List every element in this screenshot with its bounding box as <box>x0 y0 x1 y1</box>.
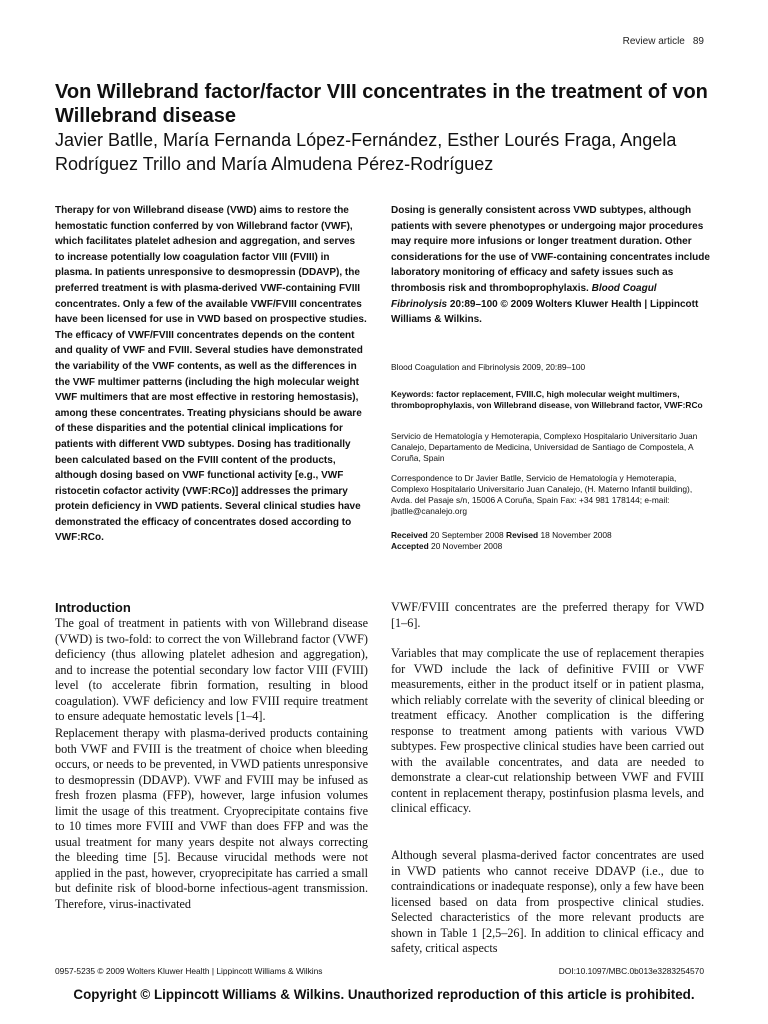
keywords: Keywords: factor replacement, FVIII.C, high molecular weight multimers, thromboprophylaxis, von Willebrand disease, von Willebrand factor, VWF:RCo <box>391 389 703 410</box>
article-title: Von Willebrand factor/factor VIII concentrates in the treatment of von Willebrand disease <box>55 81 708 127</box>
introduction-heading: Introduction <box>55 600 131 615</box>
affiliation: Servicio de Hematología y Hemoterapia, Complexo Hospitalario Universitario Juan Canalejo, Departamento de Medicina, Universidad de Santiago de Compostela, A Coruña, Spain <box>391 431 698 463</box>
journal-volume: 2009, 20:89–100 <box>522 362 586 372</box>
journal-reference <box>391 362 711 373</box>
copyright-notice: Copyright © Lippincott Williams & Wilkins. Unauthorized reproduction of this article is prohibited. <box>73 987 695 1002</box>
accepted-date: 20 November 2008 <box>431 541 503 551</box>
intro-paragraph-1: The goal of treatment in patients with von Willebrand disease (VWD) is two-fold: to correct the von Willebrand factor (VWF) deficiency (thus allowing platelet adhesion and aggregation), and to increase the potential secondary low factor VIII (FVIII) level (to accelerate fibrin formation, resulting in blood coagulation). VWF deficiency and low FVIII require treatment to ensure adequate hemostatic levels [1–4]. <box>55 616 368 723</box>
received-label: Received <box>391 530 428 540</box>
section-label: Review article <box>622 36 685 47</box>
footer-doi: DOI:10.1097/MBC.0b013e3283254570 <box>558 966 704 976</box>
abstract-copyright: © 2009 Wolters Kluwer Health | Lippincott Williams & Wilkins. <box>391 298 699 326</box>
running-head <box>623 36 704 47</box>
author-list: Javier Batlle, María Fernanda López-Fernández, Esther Lourés Fraga, Angela Rodríguez Trillo and María Almudena Pérez-Rodríguez <box>55 130 677 174</box>
page-number: 89 <box>692 36 704 47</box>
revised-date: 18 November 2008 <box>540 530 612 540</box>
received-date: 20 September 2008 <box>430 530 504 540</box>
abstract-right-column <box>391 203 711 328</box>
accepted-label: Accepted <box>391 541 429 551</box>
intro-paragraph-3: VWF/FVIII concentrates are the preferred therapy for VWD [1–6]. <box>391 600 704 630</box>
journal-name: Blood Coagulation and Fibrinolysis <box>391 362 520 372</box>
abstract-left-column: Therapy for von Willebrand disease (VWD) aims to restore the hemostatic function conferred by von Willebrand factor (VWF), which facilitates platelet adhesion and aggregation, and serves to increase potentially low coagulation factor VIII (FVIII) in plasma. In patients unresponsive to desmopressin (DDAVP), the preferred treatment is with plasma-derived VWF-containing FVIII concentrates. Only a few of the available VWF/FVIII concentrates have been licensed for use in VWD based on prospective studies. The efficacy of VWF/FVIII concentrates depends on the content and quality of VWF and FVIII. Several studies have demonstrated the variability of the VWF contents, as well as the differences in the VWF multimer patterns (including the high molecular weight VWF multimers that are most effective in restoring hemostasis), among these concentrates. Treating physicians should be aware of these disparities and the potential clinical implications for patients with different VWD subtypes. Dosing has traditionally been calculated based on the FVIII content of the products, although dosing based on VWF functional activity [e.g., VWF ristocetin cofactor activity (VWF:RCo)] addresses the primary protein deficiency in VWD patients. Several clinical studies have demonstrated the efficacy of concentrates dosed according to VWF:RCo. <box>55 205 367 544</box>
abstract-citation-journal: Blood Coagul Fibrinolysis <box>391 282 657 310</box>
footer-issn-copyright: 0957-5235 © 2009 Wolters Kluwer Health | Lippincott Williams & Wilkins <box>55 966 323 976</box>
intro-paragraph-5: Although several plasma-derived factor concentrates are used in VWD patients who cannot receive DDAVP (i.e., due to contraindications or inadequate response), only a few have been licensed based on data from prospective clinical studies. Selected characteristics of the more relevant products are shown in Table 1 [2,5–26]. In addition to clinical efficacy and safety, critical aspects <box>391 848 704 955</box>
abstract-citation-ref: 20:89–100 <box>449 298 498 310</box>
revised-label: Revised <box>506 530 539 540</box>
intro-paragraph-2: Replacement therapy with plasma-derived products containing both VWF and FVIII is the treatment of choice when bleeding occurs, or needs to be prevented, in VWD patients unresponsive to desmopressin (DDAVP). VWF and FVIII may be infused as fresh frozen plasma (FFP), however, large infusion volumes limit the usage of this treatment. Cryoprecipitate contains five to 10 times more FVIII and VWF than does FFP and was the usual treatment for many years despite not always correcting the bleeding time [5]. Because virucidal methods were not applied in the past, however, cryoprecipitate has carried a small but definite risk of blood-borne infectious-agent transmission. Therefore, virus-inactivated <box>55 726 368 911</box>
abstract-continuation: Dosing is generally consistent across VWD subtypes, although patients with severe phenotypes or undergoing major procedures may require more infusions or longer treatment duration. Other considerations for the use of VWF-containing concentrates include laboratory monitoring of efficacy and safety issues such as thrombosis risk and thromboprophylaxis. <box>391 205 710 294</box>
received-revised-line <box>391 530 711 541</box>
correspondence: Correspondence to Dr Javier Batlle, Servicio de Hematología y Hemoterapia, Complexo Hospitalario Universitario Juan Canalejo, (H. Materno Infantil building), Avda. del Pasaje s/n, 15006 A Coruña, Spain Fax: +34 981 178144; e-mail: jbatlle@canalejo.org <box>391 473 693 516</box>
intro-paragraph-4: Variables that may complicate the use of replacement therapies for VWD include the lack of definitive FVIII or VWF measurements, either in the product itself or in patient plasma, which reliably correlate with the severity of clinical bleeding or treatment efficacy. Another complication is the differing response to treatment among patients with various VWD subtypes. Few prospective clinical studies have been carried out with the available concentrates, and data are needed to demonstrate a clear-cut relationship between VWF and FVIII content in replacement therapy, postinfusion plasma levels, and clinical efficacy. <box>391 646 704 815</box>
article-dates <box>391 530 711 552</box>
accepted-line <box>391 541 711 552</box>
